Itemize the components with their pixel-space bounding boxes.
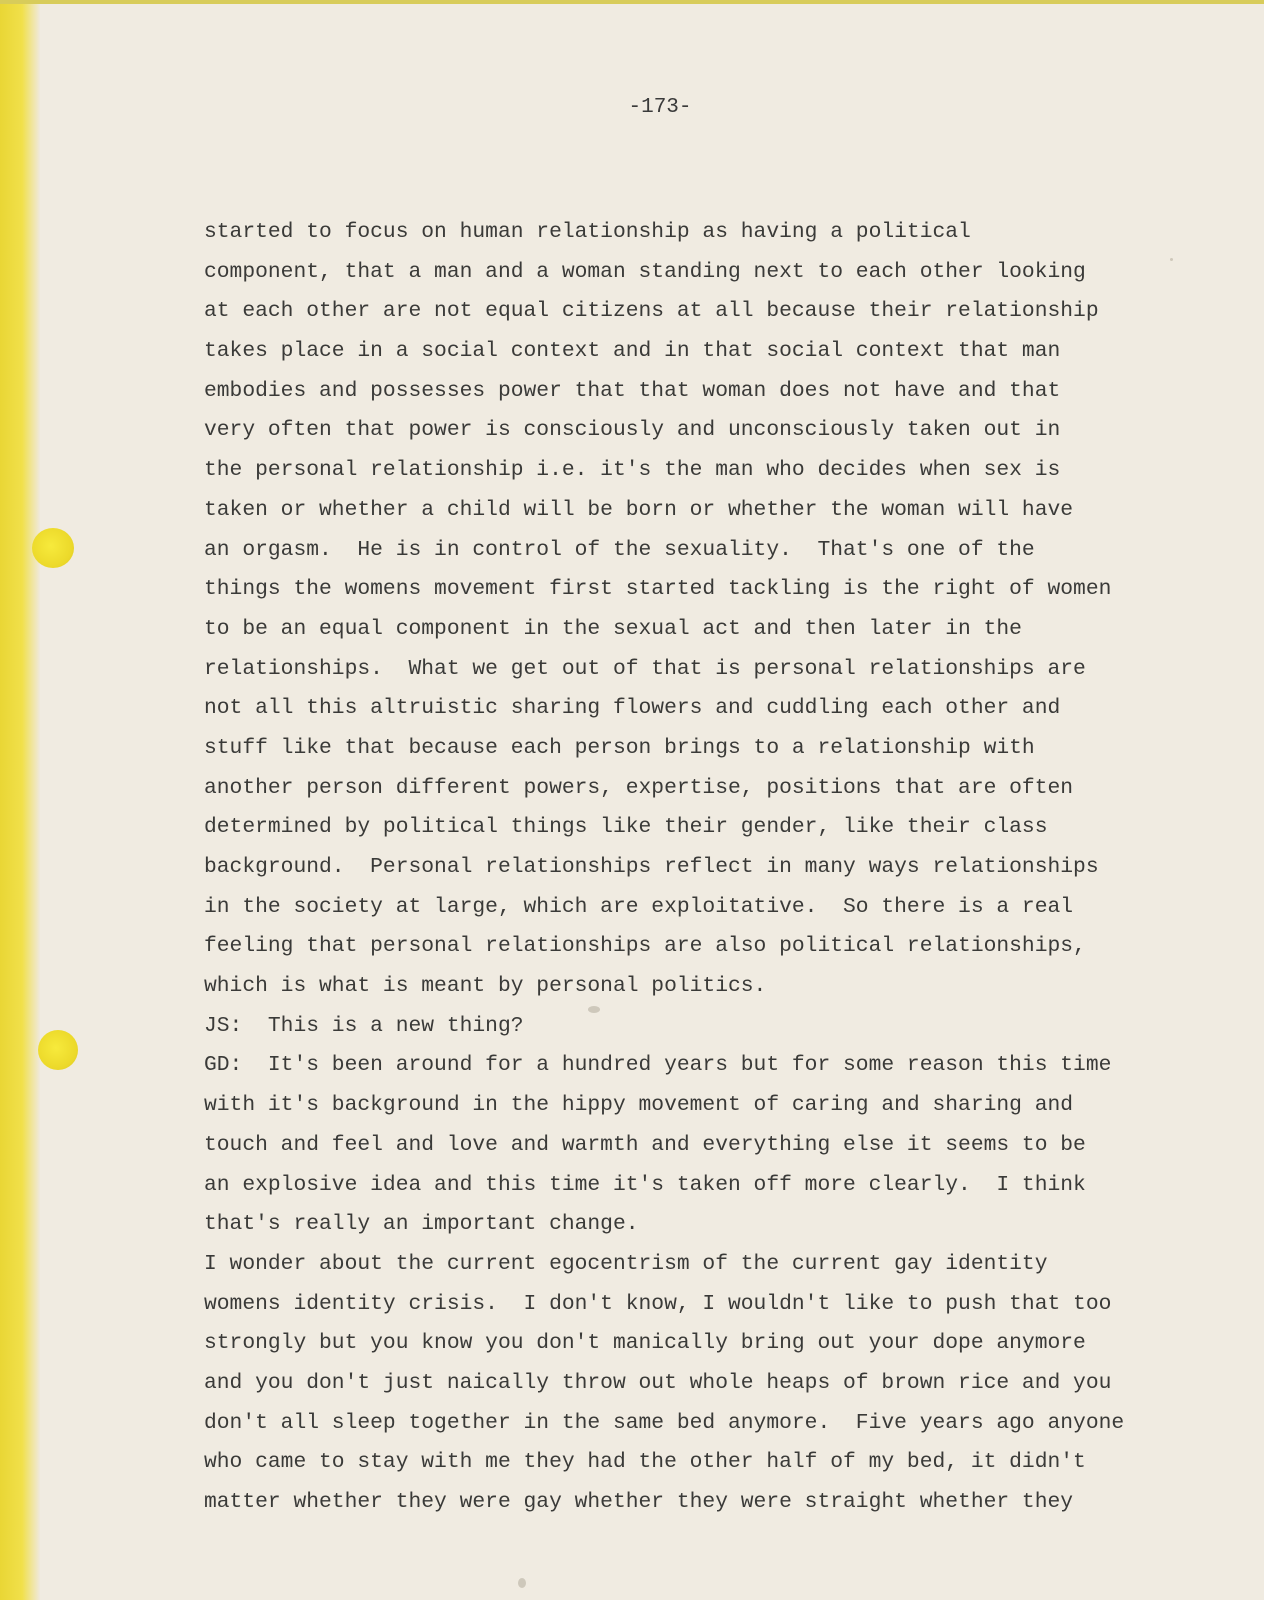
text-line: womens identity crisis. I don't know, I wouldn't like to push that too [204, 1291, 1112, 1316]
text-line: takes place in a social context and in that social context that man [204, 339, 1061, 364]
punch-hole-bottom [38, 1030, 78, 1070]
text-line: with it's background in the hippy movement of caring and sharing and [204, 1093, 1074, 1118]
text-line: that's really an important change. [204, 1212, 639, 1237]
text-line: to be an equal component in the sexual act and then later in the [204, 616, 1022, 641]
text-line: feeling that personal relationships are also political relationships, [204, 934, 1086, 959]
text-line: started to focus on human relationship as having a political [204, 220, 971, 244]
text-line: things the womens movement first started tackling is the right of women [204, 577, 1112, 602]
text-line: strongly but you know you don't manically bring out your dope anymore [204, 1331, 1086, 1356]
text-line: embodies and possesses power that that woman does not have and that [204, 378, 1061, 403]
text-line: determined by political things like their gender, like their class [204, 815, 1048, 840]
text-line: which is what is meant by personal politics. [204, 974, 767, 999]
paper-speck [518, 1578, 526, 1588]
text-line: component, that a man and a woman standing next to each other looking [204, 259, 1086, 284]
text-line: another person different powers, expertise, positions that are often [204, 775, 1074, 800]
text-line: not all this altruistic sharing flowers and cuddling each other and [204, 696, 1061, 721]
text-line: who came to stay with me they had the other half of my bed, it didn't [204, 1450, 1086, 1475]
text-line: matter whether they were gay whether they were straight whether they [204, 1490, 1074, 1514]
page-number: -173- [628, 96, 692, 119]
text-line: don't all sleep together in the same bed anymore. Five years ago anyone [204, 1410, 1125, 1435]
punch-hole-top [32, 528, 74, 568]
text-line: the personal relationship i.e. it's the man who decides when sex is [204, 458, 1061, 483]
text-line: JS: This is a new thing? [204, 1013, 524, 1038]
text-line: taken or whether a child will be born or whether the woman will have [204, 497, 1074, 522]
text-line: an explosive idea and this time it's taken off more clearly. I think [204, 1172, 1086, 1197]
text-line: at each other are not equal citizens at all because their relationship [204, 299, 1099, 324]
text-line: background. Personal relationships reflect in many ways relationships [204, 855, 1099, 879]
text-line: stuff like that because each person brings to a relationship with [204, 735, 1035, 760]
text-line: and you don't just naically throw out whole heaps of brown rice and you [204, 1370, 1112, 1395]
text-line: very often that power is consciously and unconsciously taken out in [204, 418, 1061, 443]
text-line: relationships. What we get out of that is personal relationships are [204, 656, 1086, 681]
transcript-body [204, 213, 1244, 1523]
text-line: I wonder about the current egocentrism of the current gay identity [204, 1251, 1048, 1276]
text-line: touch and feel and love and warmth and everything else it seems to be [204, 1132, 1086, 1157]
text-line: an orgasm. He is in control of the sexuality. That's one of the [204, 537, 1035, 562]
text-line: in the society at large, which are exploitative. So there is a real [204, 894, 1074, 919]
text-line: GD: It's been around for a hundred years but for some reason this time [204, 1053, 1112, 1078]
